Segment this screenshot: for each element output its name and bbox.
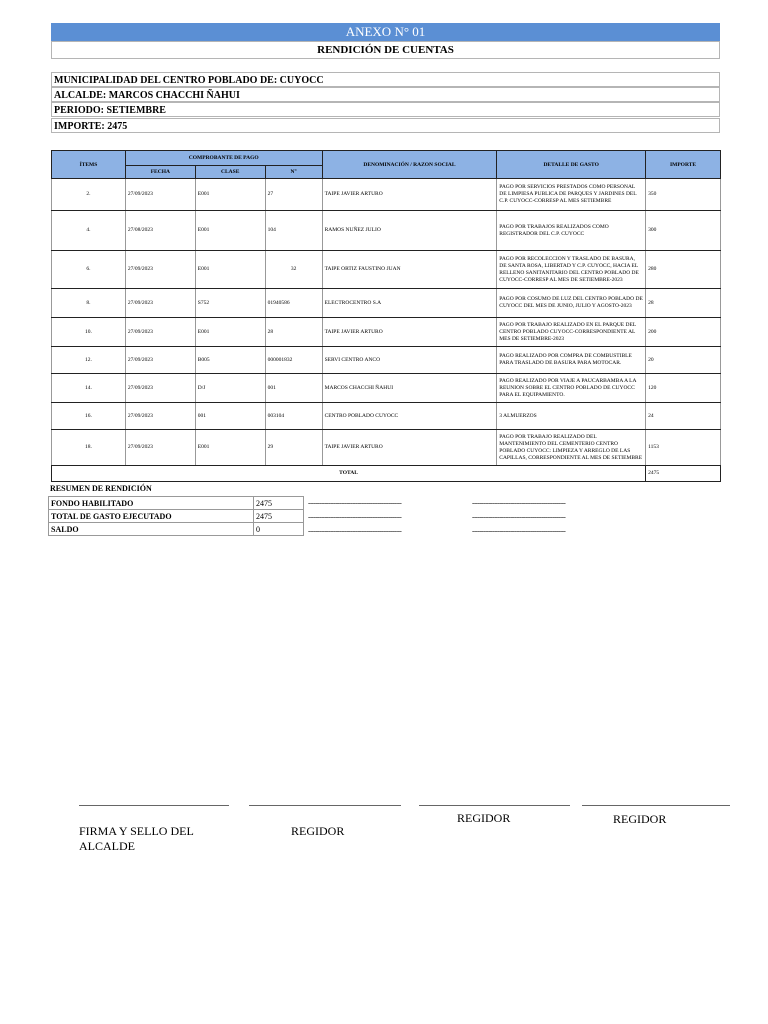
table-row: [52, 374, 721, 403]
row-number: 29: [265, 430, 322, 466]
table-row: [52, 251, 721, 289]
dash-line: ---------------------------------------------------: [308, 513, 402, 521]
signature-regidor: REGIDOR: [457, 811, 511, 825]
header-voucher: COMPROBANTE DE PAGO: [125, 151, 322, 166]
row-class: E001: [195, 251, 265, 289]
row-number: 28: [265, 318, 322, 347]
expense-table: [51, 150, 721, 482]
header-amount: IMPORTE: [646, 151, 721, 179]
summary-value: 2475: [254, 510, 304, 523]
summary-table: [48, 496, 304, 536]
summary-row: [49, 497, 304, 510]
summary-label: TOTAL DE GASTO EJECUTADO: [49, 510, 254, 523]
row-date: 27/08/2023: [125, 211, 195, 251]
row-name: SERVI CENTRO ANCO: [322, 347, 497, 374]
row-item: 14.: [52, 374, 126, 403]
table-row: [52, 403, 721, 430]
amount-line: IMPORTE: 2475: [51, 118, 720, 133]
row-date: 27/09/2023: [125, 403, 195, 430]
table-row: [52, 211, 721, 251]
signature-line: [249, 805, 401, 806]
row-number: 32: [265, 251, 322, 289]
municipality-line: MUNICIPALIDAD DEL CENTRO POBLADO DE: CUYOCC: [51, 72, 720, 87]
row-name: ELECTROCENTRO S.A: [322, 289, 497, 318]
document-title: RENDICIÓN DE CUENTAS: [51, 41, 720, 59]
signature-line: [419, 805, 570, 806]
row-class: B005: [195, 347, 265, 374]
row-amount: 350: [646, 179, 721, 211]
dash-line: ---------------------------------------------------: [308, 499, 402, 507]
signature-label: FIRMA Y SELLO DEL: [79, 824, 194, 838]
row-number: 000001832: [265, 347, 322, 374]
row-name: RAMOS NUÑEZ JULIO: [322, 211, 497, 251]
row-item: 8.: [52, 289, 126, 318]
row-amount: 120: [646, 374, 721, 403]
summary-value: 0: [254, 523, 304, 536]
row-number: 001: [265, 374, 322, 403]
row-detail: PAGO POR SERVICIOS PRESTADOS COMO PERSONAL DE LIMPIESA PUBLICA DE PARQUES Y JARDINES DEL C.P. CUYOCC-CORRESP AL MES SETIEMBRE: [497, 179, 646, 211]
row-amount: 20: [646, 347, 721, 374]
row-detail: PAGO POR TRABAJO REALIZADO DEL MANTENIMIENTO DEL CEMENTERIO CENTRO POBLADO CUYOCC: LIMPIEZA Y ARREGLO DE LAS CAPILLAS, CORRESPONDIENTE AL MES DE SETIEMBRE: [497, 430, 646, 466]
dash-line: ---------------------------------------------------: [472, 499, 566, 507]
row-name: TAIPE JAVIER ARTURO: [322, 318, 497, 347]
row-detail: 3 ALMUERZOS: [497, 403, 646, 430]
row-name: MARCOS CHACCHI ÑAHUI: [322, 374, 497, 403]
row-class: 001: [195, 403, 265, 430]
summary-label: SALDO: [49, 523, 254, 536]
row-amount: 1153: [646, 430, 721, 466]
row-detail: PAGO POR TRABAJOS REALIZADOS COMO REGISTRADOR DEL C.P. CUYOCC: [497, 211, 646, 251]
signature-label: ALCALDE: [79, 839, 135, 853]
row-amount: 200: [646, 318, 721, 347]
row-name: TAIPE ORTIZ FAUSTINO JUAN: [322, 251, 497, 289]
row-number: 01940586: [265, 289, 322, 318]
mayor-line: ALCALDE: MARCOS CHACCHI ÑAHUI: [51, 87, 720, 102]
signature-regidor: REGIDOR: [613, 812, 667, 826]
total-row: [52, 466, 721, 482]
row-detail: PAGO REALIZADO POR VIAJE A PAUCARBAMBA A LA REUNION SOBRE EL CENTRO POBLADO DE CUYOCC PARA EL EQUIPAMIENTO.: [497, 374, 646, 403]
row-date: 27/09/2023: [125, 179, 195, 211]
summary-row: [49, 523, 304, 536]
table-row: [52, 318, 721, 347]
row-class: E001: [195, 430, 265, 466]
dash-line: ---------------------------------------------------: [308, 527, 402, 535]
row-detail: PAGO POR COSUMO DE LUZ DEL CENTRO POBLADO DE CUYOCC DEL MES DE JUNIO, JULIO Y AGOSTO-2023: [497, 289, 646, 318]
row-class: D/J: [195, 374, 265, 403]
row-item: 2.: [52, 179, 126, 211]
summary-row: [49, 510, 304, 523]
row-number: 003104: [265, 403, 322, 430]
header-name: DENOMINACIÓN / RAZON SOCIAL: [322, 151, 497, 179]
row-item: 18.: [52, 430, 126, 466]
row-number: 104: [265, 211, 322, 251]
row-name: TAIPE JAVIER ARTURO: [322, 430, 497, 466]
summary-value: 2475: [254, 497, 304, 510]
annex-title: ANEXO N° 01: [51, 23, 720, 41]
header-items: ÍTEMS: [52, 151, 126, 179]
row-date: 27/09/2023: [125, 318, 195, 347]
row-class: S752: [195, 289, 265, 318]
table-row: [52, 289, 721, 318]
row-item: 10.: [52, 318, 126, 347]
signature-mayor: [79, 824, 239, 853]
summary-title: RESUMEN DE RENDICIÓN: [50, 484, 152, 493]
row-date: 27/09/2023: [125, 374, 195, 403]
total-label: TOTAL: [52, 466, 646, 482]
signature-line: [79, 805, 229, 806]
row-class: E001: [195, 318, 265, 347]
signature-regidor: REGIDOR: [291, 824, 345, 838]
header-class: CLASE: [195, 166, 265, 179]
period-line: PERIODO: SETIEMBRE: [51, 102, 720, 117]
row-detail: PAGO REALIZADO POR COMPRA DE COMBUSTIBLE PARA TRASLADO DE BASURA PARA MOTOCAR.: [497, 347, 646, 374]
row-amount: 300: [646, 211, 721, 251]
row-detail: PAGO POR TRABAJO REALIZADO EN EL PARQUE DEL CENTRO POBLADO CUYOCC-CORRESPONDIENTE AL MES DE SETIEMBRE-2023: [497, 318, 646, 347]
row-class: E001: [195, 211, 265, 251]
row-amount: 28: [646, 289, 721, 318]
row-item: 12.: [52, 347, 126, 374]
row-amount: 280: [646, 251, 721, 289]
total-value: 2475: [646, 466, 721, 482]
row-amount: 24: [646, 403, 721, 430]
header-detail: DETALLE DE GASTO: [497, 151, 646, 179]
row-date: 27/09/2023: [125, 251, 195, 289]
dash-line: ---------------------------------------------------: [472, 527, 566, 535]
row-number: 27: [265, 179, 322, 211]
row-detail: PAGO POR RECOLECCION Y TRASLADO DE BASURA, DE SANTA ROSA, LIBERTAD Y C.P. CUYOCC, HACIA EL RELLENO SANITANITARIO DEL CENTRO POBLADO DE CUYOCC-CORRESP AL MES DE SETIEMBRE-2023: [497, 251, 646, 289]
dash-line: ---------------------------------------------------: [472, 513, 566, 521]
header-date: FECHA: [125, 166, 195, 179]
table-row: [52, 179, 721, 211]
row-item: 16.: [52, 403, 126, 430]
row-date: 27/09/2023: [125, 430, 195, 466]
row-item: 4.: [52, 211, 126, 251]
row-class: E001: [195, 179, 265, 211]
row-name: TAIPE JAVIER ARTURO: [322, 179, 497, 211]
row-date: 27/09/2023: [125, 347, 195, 374]
summary-label: FONDO HABILITADO: [49, 497, 254, 510]
row-date: 27/09/2023: [125, 289, 195, 318]
row-item: 6.: [52, 251, 126, 289]
signature-line: [582, 805, 730, 806]
table-row: [52, 347, 721, 374]
table-row: [52, 430, 721, 466]
header-number: N°: [265, 166, 322, 179]
row-name: CENTRO POBLADO CUYOCC: [322, 403, 497, 430]
